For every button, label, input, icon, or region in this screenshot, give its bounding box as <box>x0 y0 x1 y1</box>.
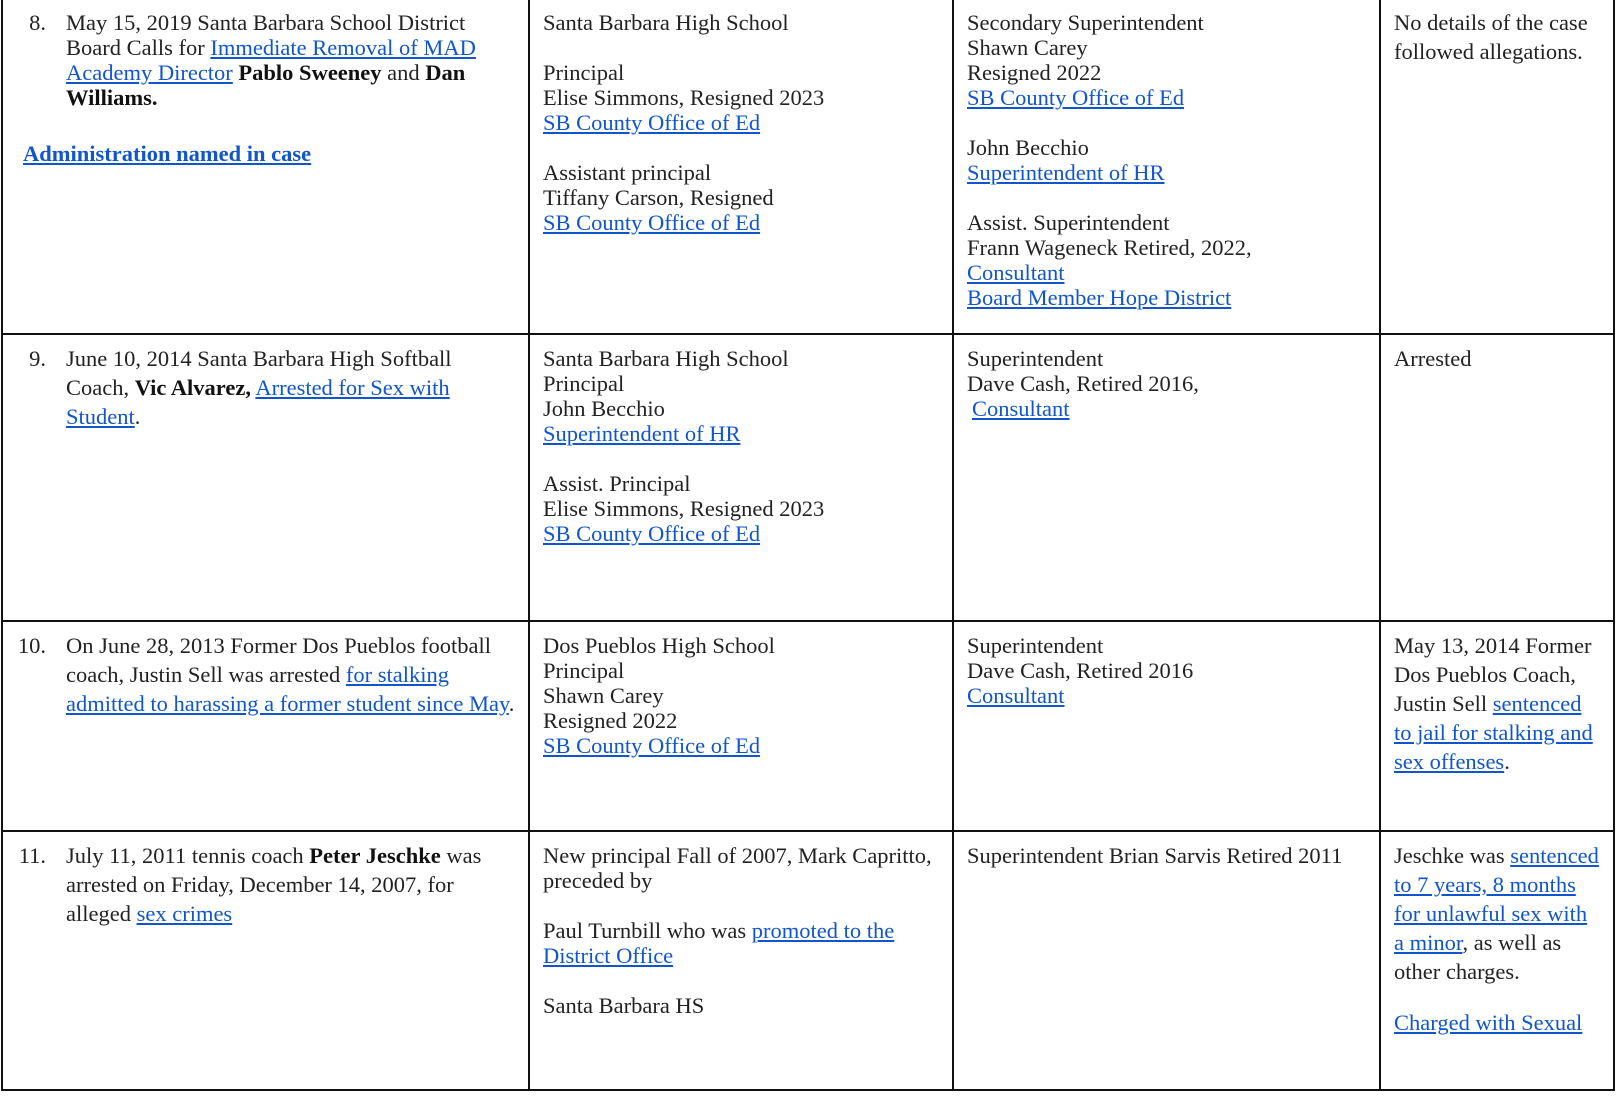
sentencing-article-link[interactable]: sentenced to jail for stalking and sex offenses <box>1394 691 1593 774</box>
person-name: Peter Jeschke <box>309 843 441 868</box>
role-label: Superintendent <box>967 633 1104 658</box>
outcome-text: No details of the case followed allegations. <box>1394 10 1588 64</box>
school-name: Santa Barbara High School <box>543 10 789 35</box>
event-text: On June 28, 2013 Former Dos Pueblos football coach, Justin Sell was arrested for stalking admitted to harassing a former student since May. <box>66 633 515 716</box>
administration-link[interactable]: Administration named in case <box>23 141 312 166</box>
outcome-text: May 13, 2014 Former Dos Pueblos Coach, Justin Sell sentenced to jail for stalking and sex offenses. <box>1394 633 1593 774</box>
row-number: 10. <box>17 633 46 658</box>
person-name: Dan Williams. <box>66 60 466 110</box>
charged-link[interactable]: Charged with Sexual <box>1394 1010 1583 1035</box>
school-name: Santa Barbara High School <box>543 346 789 371</box>
district-cell <box>953 0 1380 334</box>
outcome-text: Jeschke was sentenced to 7 years, 8 months for unlawful sex with a minor, as well as other charges. <box>1394 843 1599 984</box>
role-label: Principal <box>543 658 625 683</box>
outcome-cell <box>1380 334 1614 621</box>
superintendent-hr-link[interactable]: Superintendent of HR <box>967 160 1165 185</box>
school-name: Santa Barbara HS <box>543 993 705 1018</box>
person-status: Tiffany Carson, Resigned <box>543 185 774 210</box>
county-office-link[interactable]: SB County Office of Ed <box>543 521 761 546</box>
district-cell <box>953 831 1380 1090</box>
person-name: Pablo Sweeney <box>238 60 382 85</box>
person-status: Elise Simmons, Resigned 2023 <box>543 496 825 521</box>
event-cell <box>2 0 529 334</box>
row-number: 9. <box>29 346 46 371</box>
role-label: Assist. Principal <box>543 471 691 496</box>
case-table <box>1 0 1615 1091</box>
role-label: Assistant principal <box>543 160 712 185</box>
promotion-link[interactable]: promoted to the District Office <box>543 918 895 968</box>
superintendent-hr-link[interactable]: Superintendent of HR <box>543 421 741 446</box>
person-status: Elise Simmons, Resigned 2023 <box>543 85 825 110</box>
board-member-link[interactable]: Board Member Hope District <box>967 285 1232 310</box>
person-status: Dave Cash, Retired 2016, <box>967 371 1199 396</box>
table-row <box>2 334 1614 621</box>
county-office-link[interactable]: SB County Office of Ed <box>967 85 1185 110</box>
county-office-link[interactable]: SB County Office of Ed <box>543 110 761 135</box>
event-cell <box>2 334 529 621</box>
outcome-cell <box>1380 831 1614 1090</box>
principal-note: Paul Turnbill who was promoted to the District Office <box>543 918 895 968</box>
district-cell <box>953 334 1380 621</box>
school-cell <box>529 621 953 831</box>
table-row <box>2 0 1614 334</box>
person-name: John Becchio <box>967 135 1089 160</box>
principal-note: New principal Fall of 2007, Mark Capritto, preceded by <box>543 843 932 893</box>
person-name: Shawn Carey <box>543 683 664 708</box>
consultant-link[interactable]: Consultant <box>967 260 1065 285</box>
person-status: Frann Wageneck Retired, 2022, <box>967 235 1252 260</box>
arrest-article-link[interactable]: Arrested for Sex with Student <box>66 375 450 429</box>
role-label: Principal <box>543 371 625 396</box>
person-name: John Becchio <box>543 396 665 421</box>
school-cell <box>529 334 953 621</box>
event-cell <box>2 831 529 1090</box>
outcome-cell <box>1380 621 1614 831</box>
event-text: July 11, 2011 tennis coach Peter Jeschke was arrested on Friday, December 14, 2007, for alleged sex crimes <box>66 843 482 926</box>
event-text: June 10, 2014 Santa Barbara High Softball Coach, Vic Alvarez, Arrested for Sex with Student. <box>66 346 452 429</box>
row-number: 8. <box>29 10 46 35</box>
role-label: Assist. Superintendent <box>967 210 1170 235</box>
person-status: Dave Cash, Retired 2016 <box>967 658 1194 683</box>
district-cell <box>953 621 1380 831</box>
role-label: Superintendent <box>967 346 1104 371</box>
county-office-link[interactable]: SB County Office of Ed <box>543 210 761 235</box>
consultant-link[interactable]: Consultant <box>972 396 1070 421</box>
school-cell <box>529 831 953 1090</box>
table-row <box>2 621 1614 831</box>
school-cell <box>529 0 953 334</box>
event-cell <box>2 621 529 831</box>
person-status: Superintendent Brian Sarvis Retired 2011 <box>967 843 1343 868</box>
removal-link[interactable]: Immediate Removal of MAD Academy Director <box>66 35 476 85</box>
stalking-article-link[interactable]: for stalking admitted to harassing a former student since May <box>66 662 509 716</box>
outcome-text: Arrested <box>1394 346 1472 371</box>
row-number: 11. <box>18 843 46 868</box>
county-office-link[interactable]: SB County Office of Ed <box>543 733 761 758</box>
sentencing-article-link[interactable]: sentenced to 7 years, 8 months for unlawful sex with a minor <box>1394 843 1599 955</box>
role-label: Secondary Superintendent <box>967 10 1204 35</box>
person-name: Shawn Carey <box>967 35 1088 60</box>
sex-crimes-link[interactable]: sex crimes <box>136 901 233 926</box>
role-label: Principal <box>543 60 625 85</box>
outcome-cell <box>1380 0 1614 334</box>
person-status: Resigned 2022 <box>543 708 678 733</box>
person-name: Vic Alvarez, <box>134 375 251 400</box>
table-row <box>2 831 1614 1090</box>
school-name: Dos Pueblos High School <box>543 633 775 658</box>
person-status: Resigned 2022 <box>967 60 1102 85</box>
consultant-link[interactable]: Consultant <box>967 683 1065 708</box>
event-text: May 15, 2019 Santa Barbara School District Board Calls for Immediate Removal of MAD Academy Director Pablo Sweeney and Dan Williams. <box>66 10 476 110</box>
